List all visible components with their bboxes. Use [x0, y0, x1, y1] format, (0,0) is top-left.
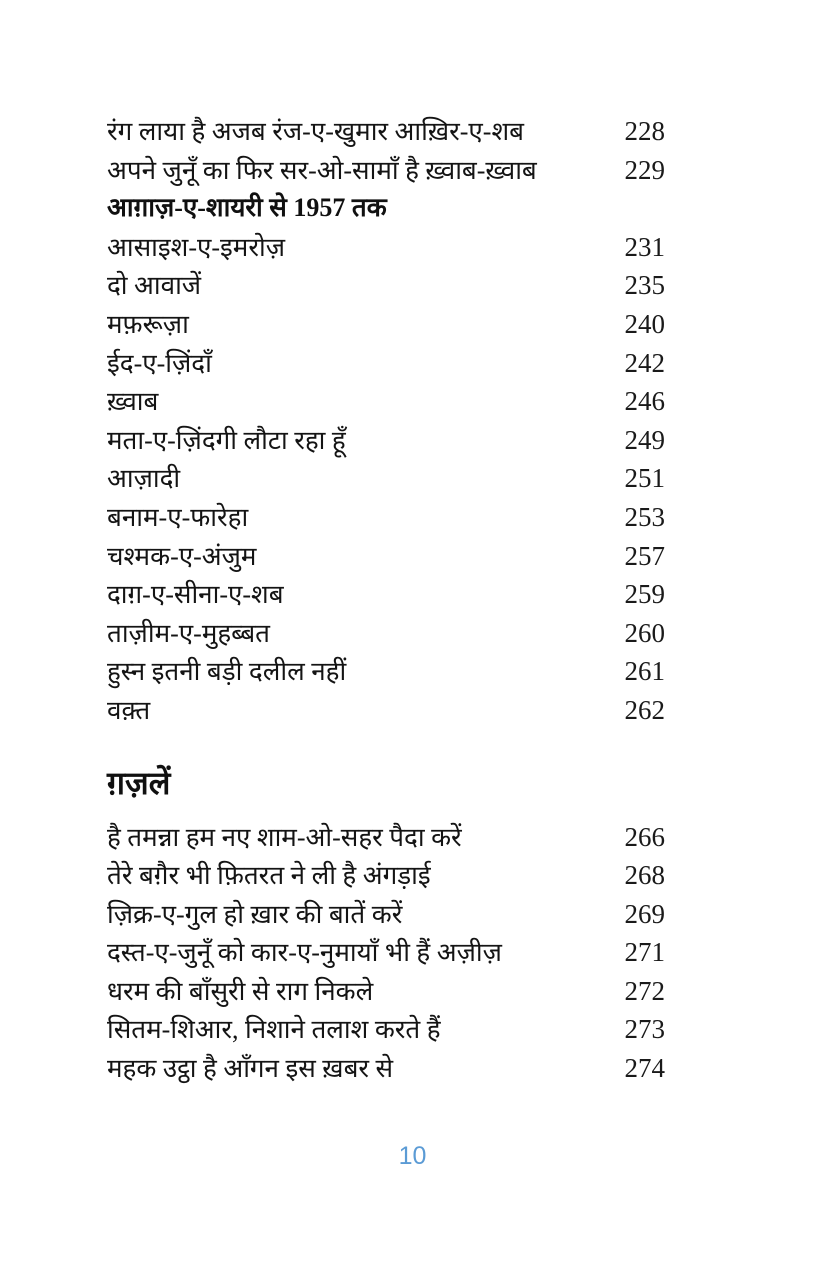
toc-entry [107, 112, 665, 151]
toc-entry-page-number: 269 [624, 898, 665, 929]
toc-entry [107, 228, 665, 267]
toc-entry-title: मफ़रूज़ा [107, 309, 189, 339]
toc-entry-title: चश्मक-ए-अंजुम [107, 541, 257, 571]
toc-entry-page-number: 249 [624, 424, 665, 455]
toc-entry-title: बनाम-ए-फारेहा [107, 502, 249, 532]
toc-entry [107, 895, 665, 934]
section-heading: ग़ज़लें [107, 764, 171, 801]
toc-entry-title: ज़िक्र-ए-गुल हो ख़ार की बातें करें [107, 899, 403, 929]
toc-entry-title: सितम-शिआर, निशाने तलाश करते हैं [107, 1015, 441, 1045]
toc-entry-title: धरम की बाँसुरी से राग निकले [107, 976, 374, 1006]
toc-entry [107, 691, 665, 730]
toc-entry-page-number: 271 [624, 937, 665, 968]
toc-entry-title: तेरे बग़ैर भी फ़ितरत ने ली है अंगड़ाई [107, 861, 431, 891]
toc-entry-title: आज़ादी [107, 464, 181, 494]
toc-entry [107, 459, 665, 498]
toc-entry-page-number: 257 [624, 540, 665, 571]
toc-entry-title: ताज़ीम-ए-मुहब्बत [107, 618, 270, 648]
toc-entry-title: आसाइश-ए-इमरोज़ [107, 232, 285, 262]
toc-entry-title: ईद-ए-ज़िंदाँ [107, 348, 212, 378]
toc-entry-title: दाग़-ए-सीना-ए-शब [107, 580, 284, 610]
toc-entry-title: ख़्वाब [107, 387, 159, 417]
toc-entry-page-number: 268 [624, 860, 665, 891]
toc-entry [107, 421, 665, 460]
toc-entry-title: हुस्न इतनी बड़ी दलील नहीं [107, 657, 347, 687]
toc-entry-title: वक़्त [107, 695, 151, 725]
toc-entry-title: है तमन्ना हम नए शाम-ओ-सहर पैदा करें [107, 822, 462, 852]
toc-entry [107, 614, 665, 653]
toc-entry-page-number: 261 [624, 656, 665, 687]
toc-entry-page-number: 259 [624, 579, 665, 610]
toc-entry [107, 818, 665, 857]
toc-entry [107, 151, 665, 190]
table-of-contents [107, 112, 665, 1088]
toc-entry-page-number: 228 [624, 116, 665, 146]
toc-entry [107, 856, 665, 895]
toc-entry-page-number: 274 [624, 1053, 665, 1084]
toc-entry-page-number: 235 [624, 270, 665, 301]
page-footer [0, 1142, 825, 1171]
toc-entry [107, 933, 665, 972]
toc-entry-page-number: 273 [624, 1014, 665, 1045]
toc-entry-title: अपने जुनूँ का फिर सर-ओ-सामाँ है ख़्वाब-ख़्वाब [107, 155, 537, 185]
toc-entry [107, 652, 665, 691]
section-heading: आग़ाज़-ए-शायरी से 1957 तक [107, 193, 387, 223]
toc-entry-page-number: 242 [624, 347, 665, 378]
toc-entry [107, 537, 665, 576]
toc-entry-page-number: 240 [624, 308, 665, 339]
toc-entry [107, 498, 665, 537]
toc-entry-title: रंग लाया है अजब रंज-ए-खुमार आख़िर-ए-शब [107, 117, 524, 146]
toc-entry [107, 344, 665, 383]
toc-entry-title: दो आवाजें [107, 271, 202, 301]
toc-entry-page-number: 231 [624, 231, 665, 262]
toc-entry [107, 266, 665, 305]
toc-entry-page-number: 253 [624, 501, 665, 532]
toc-entry [107, 575, 665, 614]
toc-entry-page-number: 260 [624, 617, 665, 648]
toc-entry [107, 305, 665, 344]
toc-entry-title: मता-ए-ज़िंदगी लौटा रहा हूँ [107, 425, 346, 455]
toc-entry-title: महक उट्ठा है आँगन इस ख़बर से [107, 1054, 394, 1084]
toc-entry [107, 972, 665, 1011]
toc-entry-page-number: 246 [624, 386, 665, 417]
toc-entry-page-number: 262 [624, 694, 665, 725]
toc-entry [107, 1049, 665, 1088]
toc-entry [107, 1010, 665, 1049]
toc-entry-page-number: 251 [624, 463, 665, 494]
toc-entry-page-number: 266 [624, 821, 665, 852]
toc-entry [107, 382, 665, 421]
toc-entry-page-number: 229 [624, 154, 665, 185]
toc-entry-title: दस्त-ए-जुनूँ को कार-ए-नुमायाँ भी हैं अज़ीज़ [107, 938, 502, 968]
toc-entry-page-number: 272 [624, 975, 665, 1006]
page-number: 10 [398, 1142, 427, 1170]
